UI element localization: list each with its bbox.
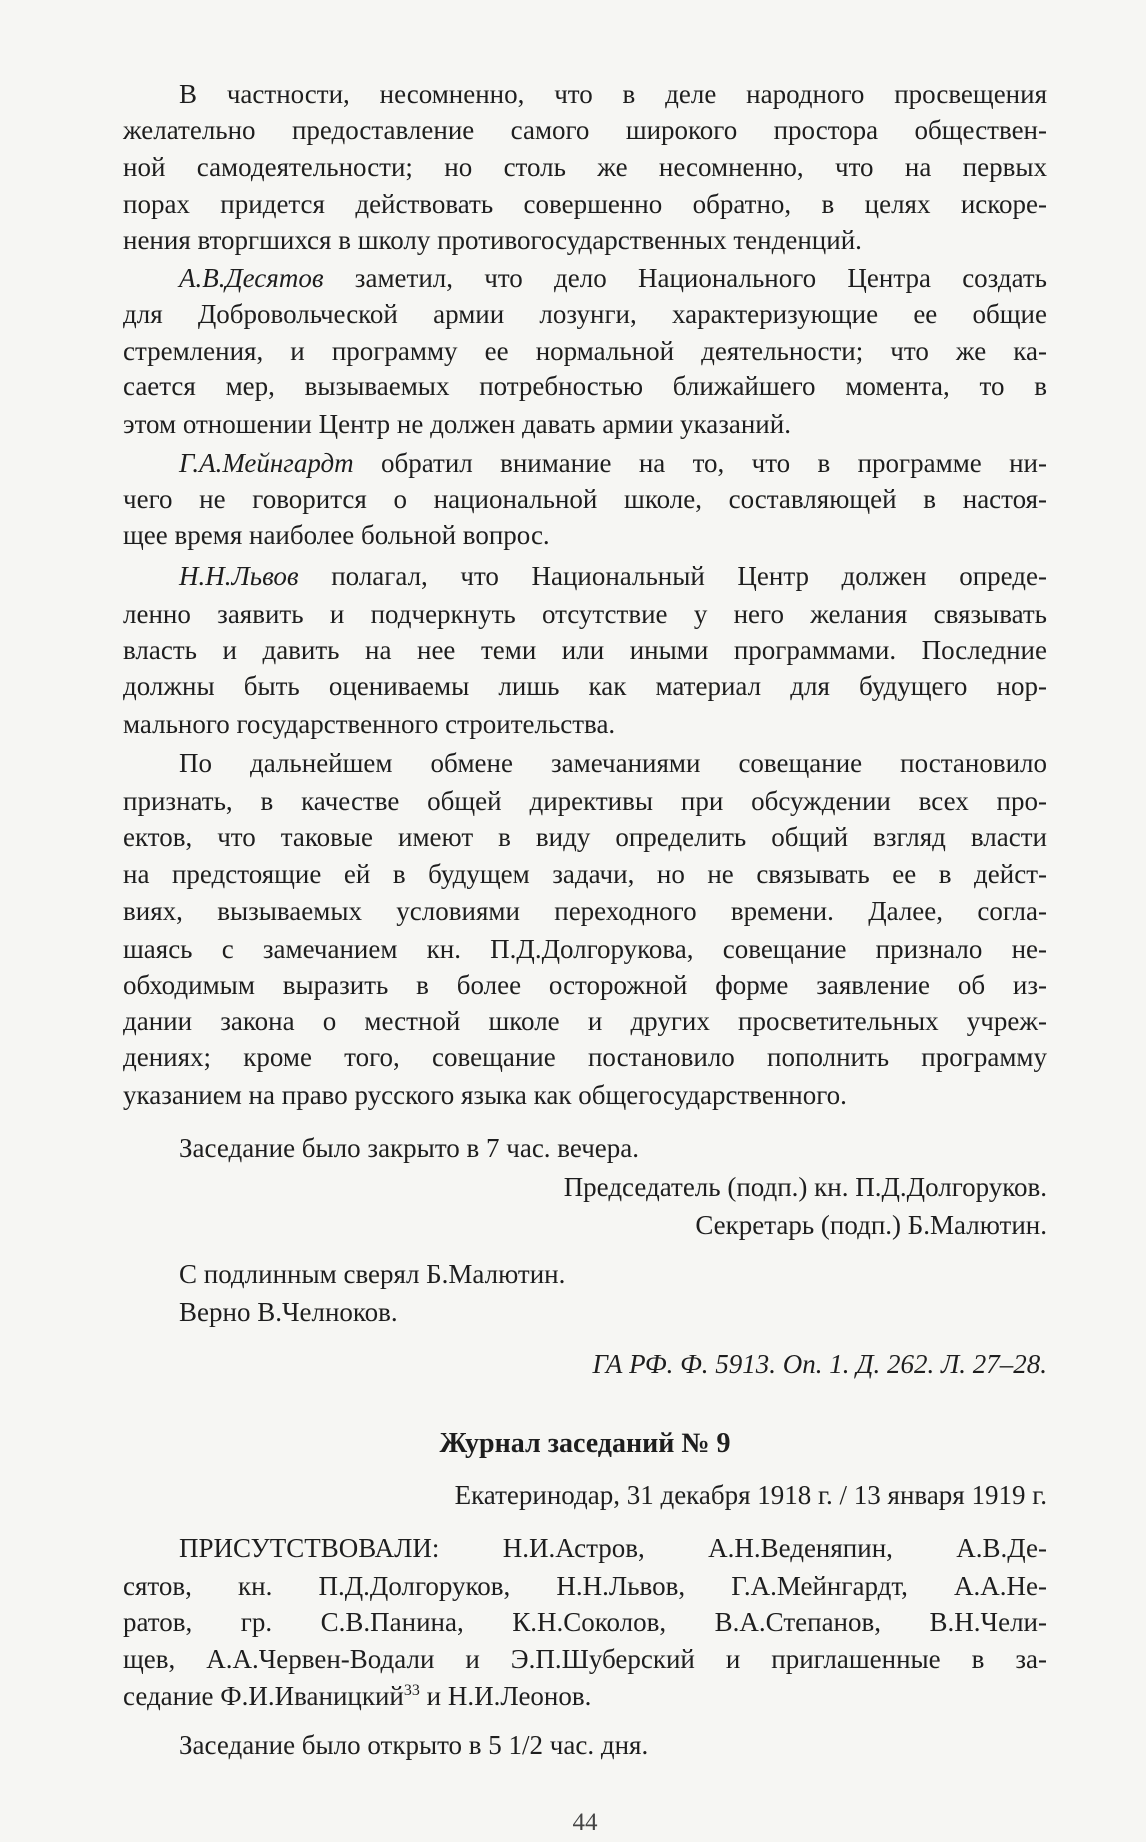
line-text: для Добровольческой армии лозунги, характеризующие ее общие — [123, 299, 1047, 329]
line-text: и Н.И.Леонов. — [419, 1681, 592, 1711]
archive-citation — [123, 1345, 1047, 1383]
line-text: щев, А.А.Червен-Водали и Э.П.Шуберский и приглашенные в за- — [123, 1644, 1047, 1674]
text-line — [123, 1076, 1047, 1114]
line-text: дании закона о местной школе и других просветительных учреж- — [123, 1006, 1047, 1036]
line-text: ратов, гр. С.В.Панина, К.Н.Соколов, В.А.Степанов, В.Н.Чели- — [123, 1607, 1047, 1637]
line-text: должны быть оцениваемы лишь как материал для будущего нор- — [123, 671, 1047, 701]
text-line — [123, 557, 1047, 595]
text-line — [123, 367, 1047, 405]
text-line — [123, 892, 1047, 930]
line-text: обходимым выразить в более осторожной форме заявление об из- — [123, 970, 1047, 1000]
text-line — [123, 148, 1047, 186]
text-line — [123, 1567, 1047, 1605]
line-text: нения вторгшихся в школу противогосударственных тенденций. — [123, 225, 862, 255]
text-line — [123, 1726, 1047, 1764]
text-line — [123, 667, 1047, 705]
text-line — [123, 855, 1047, 893]
page-number — [123, 1804, 1047, 1842]
line-text: желательно предоставление самого широкого простора обществен- — [123, 115, 1047, 145]
line-text: на предстоящие ей в будущем задачи, но не связывать ее в дейст- — [123, 859, 1047, 889]
text-line — [123, 1038, 1047, 1076]
text-line — [123, 595, 1047, 633]
signature-line — [123, 1168, 1047, 1206]
line-text: седание Ф.И.Иваницкий — [123, 1681, 404, 1711]
text-line — [123, 516, 1047, 554]
italic-name: ГА РФ. Ф. 5913. Оп. 1. Д. 262. Л. 27–28. — [592, 1349, 1047, 1379]
text-line — [123, 1293, 1047, 1331]
line-text: этом отношении Центр не должен давать армии указаний. — [123, 409, 791, 439]
line-text: порах придется действовать совершенно обратно, в целях искоре- — [123, 189, 1047, 219]
line-text: сятов, кн. П.Д.Долгоруков, Н.Н.Львов, Г.А.Мейнгардт, А.А.Не- — [123, 1571, 1047, 1601]
text-line — [123, 1640, 1047, 1678]
text-line — [123, 332, 1047, 370]
text-line — [123, 930, 1047, 968]
text-line — [123, 1129, 1047, 1167]
text-line — [123, 782, 1047, 820]
text-line — [123, 444, 1047, 482]
line-text: мального государственного строительства. — [123, 709, 616, 739]
line-text: ленно заявить и подчеркнуть отсутствие у него желания связывать — [123, 599, 1047, 629]
text-line — [123, 744, 1047, 782]
line-text: С подлинным сверял Б.Малютин. — [179, 1259, 566, 1289]
line-text: В частности, несомненно, что в деле народного просвещения — [179, 79, 1047, 109]
line-text: заметил, что дело Национального Центра создать — [323, 263, 1047, 293]
italic-name: А.В.Десятов — [179, 263, 324, 293]
text-line — [123, 818, 1047, 856]
line-text: Екатеринодар, 31 декабря 1918 г. / 13 января 1919 г. — [454, 1480, 1047, 1510]
line-text: Журнал заседаний № 9 — [439, 1428, 731, 1459]
text-line — [123, 1002, 1047, 1040]
text-line — [123, 966, 1047, 1004]
line-text: дениях; кроме того, совещание постановило пополнить программу — [123, 1042, 1047, 1072]
line-text: ектов, что таковые имеют в виду определить общий взгляд власти — [123, 822, 1047, 852]
line-text: чего не говорится о национальной школе, составляющей в настоя- — [123, 484, 1047, 514]
line-text: обратил внимание на то, что в программе ни- — [353, 448, 1047, 478]
text-line — [123, 705, 1047, 743]
signature-line — [123, 1206, 1047, 1244]
line-text: Верно В.Челноков. — [179, 1297, 398, 1327]
italic-name: Г.А.Мейнгардт — [179, 448, 354, 478]
text-line — [123, 1603, 1047, 1641]
text-line — [123, 75, 1047, 113]
text-line — [123, 295, 1047, 333]
line-text: Заседание было закрыто в 7 час. вечера. — [179, 1133, 640, 1163]
italic-name: Н.Н.Львов — [179, 561, 299, 591]
text-line — [123, 480, 1047, 518]
text-line — [123, 1677, 1047, 1715]
section-title — [123, 1425, 1047, 1463]
line-text: власть и давить на нее теми или иными программами. Последние — [123, 635, 1047, 665]
text-line — [123, 185, 1047, 223]
line-text: стремления, и программу ее нормальной деятельности; что же ка- — [123, 336, 1047, 366]
line-text: шаясь с замечанием кн. П.Д.Долгорукова, совещание признало не- — [123, 934, 1047, 964]
line-text: указанием на право русского языка как общегосударственного. — [123, 1080, 847, 1110]
line-text: ПРИСУТСТВОВАЛИ: Н.И.Астров, А.Н.Веденяпин, А.В.Де- — [179, 1533, 1047, 1563]
footnote-marker: 33 — [403, 1682, 420, 1699]
text-line — [123, 221, 1047, 259]
text-line — [123, 405, 1047, 443]
line-text: полагал, что Национальный Центр должен опреде- — [298, 561, 1047, 591]
line-text: сается мер, вызываемых потребностью ближайшего момента, то в — [123, 371, 1047, 401]
text-line — [123, 1255, 1047, 1293]
line-text: По дальнейшем обмене замечаниями совещание постановило — [179, 748, 1047, 778]
line-text: 44 — [572, 1809, 598, 1836]
line-text: Председатель (подп.) кн. П.Д.Долгоруков. — [563, 1172, 1047, 1202]
dateline — [123, 1476, 1047, 1514]
text-line — [123, 259, 1047, 297]
text-line — [123, 111, 1047, 149]
line-text: Секретарь (подп.) Б.Малютин. — [695, 1210, 1047, 1240]
line-text: ной самодеятельности; но столь же несомненно, что на первых — [123, 152, 1047, 182]
line-text: щее время наиболее больной вопрос. — [123, 520, 550, 550]
line-text: признать, в качестве общей директивы при обсуждении всех про- — [123, 786, 1047, 816]
text-line — [123, 1529, 1047, 1567]
line-text: виях, вызываемых условиями переходного времени. Далее, согла- — [123, 896, 1047, 926]
text-line — [123, 631, 1047, 669]
line-text: Заседание было открыто в 5 1/2 час. дня. — [179, 1730, 649, 1760]
